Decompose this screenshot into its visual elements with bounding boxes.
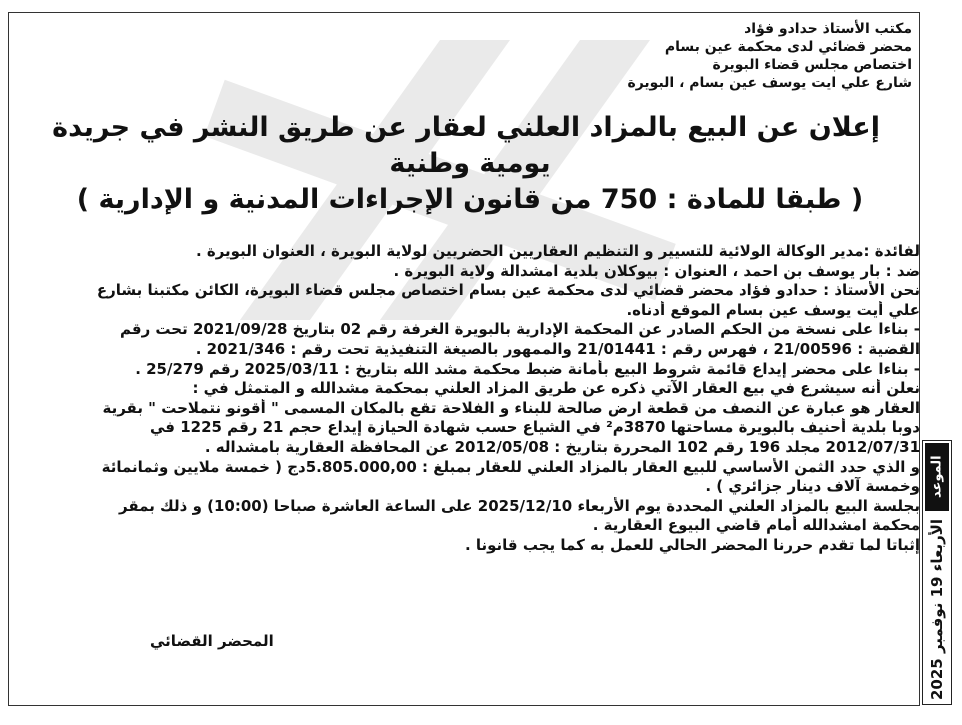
body-line: بجلسة البيع بالمزاد العلني المحددة يوم الأربعاء 2025/12/10 على الساعة العاشرة صباحا (10:00) و ذلك بمقر bbox=[119, 496, 920, 515]
body-line: علي أيت يوسف عين بسام الموقع أدناه. bbox=[626, 300, 920, 319]
office-line: اختصاص مجلس قضاء البويرة bbox=[712, 57, 912, 73]
newspaper-strip bbox=[922, 440, 952, 705]
office-line: شارع علي ايت يوسف عين بسام ، البويرة bbox=[627, 75, 912, 91]
body-line: - بناءا على نسخة من الحكم الصادر عن المحكمة الإدارية بالبويرة الغرفة رقم 02 بتاريخ 2021/09/28 تحت رقم bbox=[119, 320, 920, 339]
body-line: دوبا بلدية أحنيف بالبويرة مساحتها 3870م² في الشياع حسب شهادة الحيازة إيداع حجم 21 رقم 1225 في bbox=[149, 418, 920, 437]
body-line: وخمسة آلاف دينار جزائري ) . bbox=[705, 477, 920, 496]
title-line: ( طبقا للمادة : 750 من قانون الإجراءات المدنية و الإدارية ) bbox=[76, 184, 864, 215]
body-line: محكمة امشدالله أمام قاضي البيوع العقارية . bbox=[592, 516, 920, 535]
body-line: لفائدة :مدير الوكالة الولائية للتسيير و التنظيم العقاريين الحضريين لولاية البويرة ، العنوان البويرة . bbox=[195, 242, 920, 260]
office-line: محضر قضائي لدى محكمة عين بسام bbox=[664, 39, 912, 55]
body-line: 2012/07/31 مجلد 196 رقم 102 المحررة بتاريخ : 2012/05/08 عن المحافظة العقارية بامشداله . bbox=[204, 437, 920, 456]
body-line: و الذي حدد الثمن الأساسي للبيع العقار بالمزاد العلني للعقار بمبلغ : 5.805.000,00دج ( خمسة ملايين وثمانمائة bbox=[101, 457, 920, 476]
title-line: يومية وطنية bbox=[389, 148, 551, 179]
publication-date: الأربعاء 19 نوفمبر 2025 bbox=[928, 518, 946, 700]
body-line: القضية : 21/00596 ، فهرس رقم : 21/01441 والممهور بالصيغة التنفيذية تحت رقم : 2021/346 . bbox=[195, 339, 920, 358]
bailiff-signature: المحضر القضائي bbox=[150, 632, 274, 650]
body-line: العقار هو عبارة عن النصف من قطعة ارض صالحة للبناء و الفلاحة تقع بالمكان المسمى " أقونو نتملاحت " بقرية bbox=[102, 398, 920, 417]
office-header bbox=[392, 20, 912, 92]
newspaper-logo: الموعد bbox=[925, 443, 949, 511]
body-line: نعلن أنه سيشرع في بيع العقار الآتي ذكره عن طريق المزاد العلني بمحكمة مشدالله و المتمثل في : bbox=[192, 379, 920, 398]
body-line: نحن الأستاذ : حدادو فؤاد محضر قضائي لدى محكمة عين بسام اختصاص مجلس قضاء البويرة، الكائن مكتبنا بشارع bbox=[96, 281, 920, 300]
office-line: مكتب الأستاذ حدادو فؤاد bbox=[744, 21, 912, 37]
body-line: - بناءا على محضر إيداع قائمة شروط البيع بأمانة ضبط محكمة مشد الله بتاريخ : 2025/03/11 رقم 25/279 . bbox=[135, 359, 920, 378]
body-line: ضد : بار يوسف بن احمد ، العنوان : بيوكلان بلدية امشدالة ولاية البويرة . bbox=[393, 261, 920, 280]
notice-title bbox=[52, 110, 880, 218]
body-line: إثباتا لما تقدم حررنا المحضر الحالي للعمل به كما يجب قانونا . bbox=[464, 535, 920, 554]
title-line: إعلان عن البيع بالمزاد العلني لعقار عن طريق النشر في جريدة bbox=[52, 112, 880, 143]
notice-body bbox=[14, 242, 920, 556]
